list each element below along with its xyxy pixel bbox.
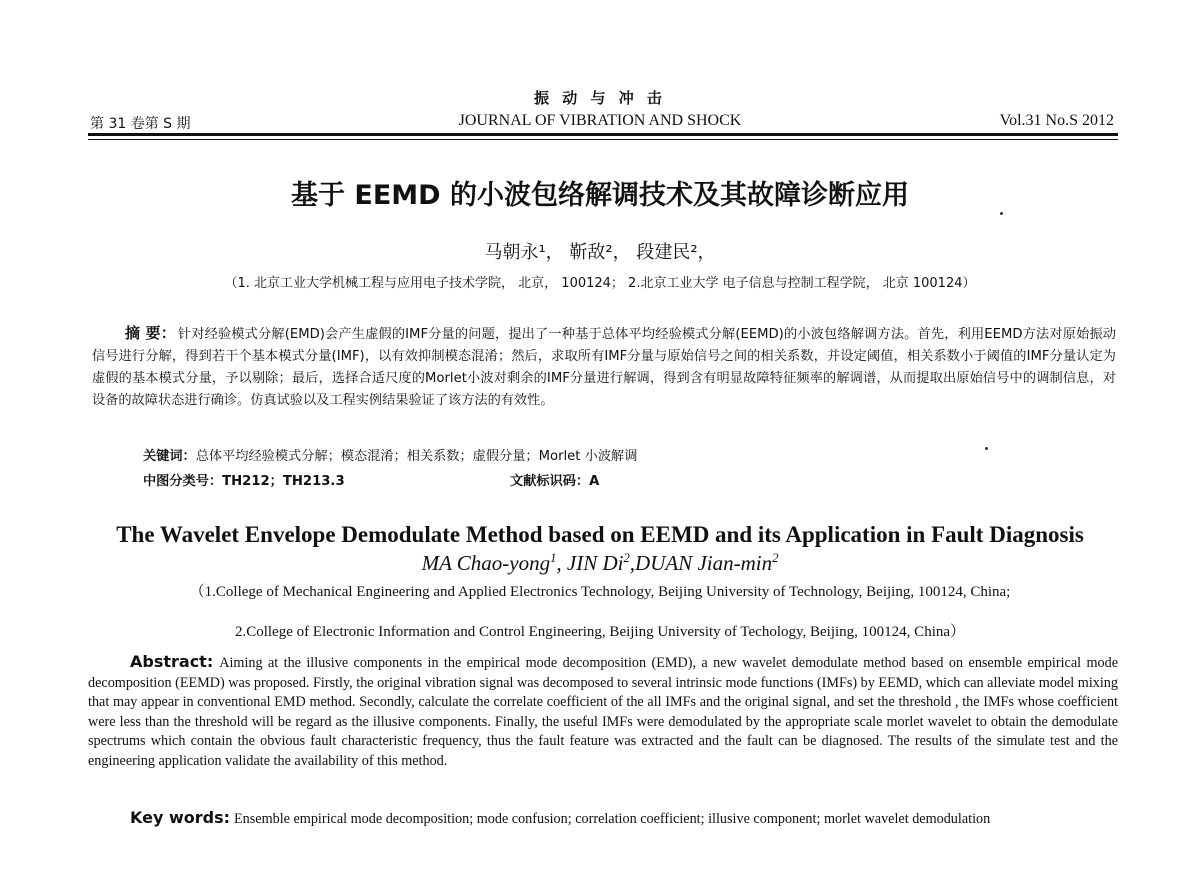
author-3: ,DUAN Jian-min — [629, 551, 773, 575]
volume-en: Vol.31 No.S 2012 — [999, 112, 1114, 129]
author-2-affil: 2 — [623, 551, 630, 565]
authors-en — [0, 551, 1200, 576]
keywords-en — [88, 808, 1118, 830]
scan-speck — [1000, 212, 1003, 215]
keywords-en-text: Ensemble empirical mode decomposition; mode confusion; correlation coefficient; illusive component; morlet wavelet demodulation — [234, 811, 991, 827]
affiliation-cn: （1. 北京工业大学机械工程与应用电子技术学院， 北京， 100124； 2.北京工业大学 电子信息与控制工程学院， 北京 100124） — [224, 276, 976, 291]
header-rule-thick — [88, 133, 1118, 136]
header-rule-thin — [88, 139, 1118, 140]
keywords-cn — [143, 445, 637, 464]
title-en: The Wavelet Envelope Demodulate Method based on EEMD and its Application in Fault Diagnosis — [116, 522, 1084, 547]
classification-number: 中图分类号：TH212；TH213.3 — [143, 474, 345, 489]
keywords-cn-label: 关键词： — [143, 449, 196, 464]
journal-name-en: JOURNAL OF VIBRATION AND SHOCK — [458, 112, 742, 129]
abstract-en-label: Abstract: — [130, 652, 214, 671]
journal-name-cn: 振 动 与 冲 击 — [534, 89, 666, 107]
author-2: , JIN Di — [556, 551, 624, 575]
volume-cn: 第 31 卷第 S 期 — [90, 116, 191, 132]
affiliation-en-1: （1.College of Mechanical Engineering and Applied Electronics Technology, Beijing University of Technology, Beijing, 100124, China; — [189, 584, 1011, 600]
abstract-cn — [92, 322, 1116, 412]
abstract-cn-text: 针对经验模式分解(EMD)会产生虚假的IMF分量的问题，提出了一种基于总体平均经验模式分解(EEMD)的小波包络解调方法。首先，利用EEMD方法对原始振动信号进行分解，得到若干个基本模式分量(IMF)，以有效抑制模态混淆；然后，求取所有IMF分量与原始信号之间的相关系数，并设定阈值，相关系数小于阈值的IMF分量认定为虚假的基本模式分量，予以剔除；最后，选择合适尺度的Morlet小波对剩余的IMF分量进行解调，得到含有明显故障特征频率的解调谱，从而提取出原始信号中的调制信息，对设备的故障状态进行确诊。仿真试验以及工程实例结果验证了该方法的有效性。 — [92, 327, 1116, 408]
author-1-affil: 1 — [550, 551, 557, 565]
abstract-en-text: Aiming at the illusive components in the empirical mode decomposition (EMD), a new wavelet demodulate method based on ensemble empirical mode decomposition (EEMD) was proposed. Firstly, the original vibration signal was decomposed to several intrinsic mode functions (IMFs) by EEMD, which can alleviate model mixing that may appear in conventional EMD method. Secondly, calculate the correlate coefficient of the all IMFs and the original signal, and set the threshold , the IMFs whose coefficient were less than the threshold will be regard as the illusive components. Finally, the useful IMFs were demodulated by the appropriate scale morlet wavelet to obtain the demodulate spectrums which contain the obvious fault characteristic frequency, thus the fault feature was extracted and the fault can be diagnosed. The results of the simulate test and the engineering application validate the availability of this method. — [88, 655, 1118, 769]
author-1: MA Chao-yong — [421, 551, 551, 575]
authors-cn: 马朝永¹， 靳敌²， 段建民²， — [484, 242, 716, 263]
scan-speck — [985, 447, 988, 450]
keywords-en-label: Key words: — [130, 808, 231, 827]
keywords-cn-text: 总体平均经验模式分解；模态混淆；相关系数；虚假分量；Morlet 小波解调 — [195, 449, 638, 464]
document-code: 文献标识码：A — [510, 474, 600, 489]
abstract-en — [88, 652, 1118, 771]
abstract-cn-label: 摘 要： — [125, 324, 176, 342]
author-3-affil: 2 — [772, 551, 779, 565]
title-cn: 基于 EEMD 的小波包络解调技术及其故障诊断应用 — [291, 180, 909, 211]
affiliation-en-2: 2.College of Electronic Information and Control Engineering, Beijing University of Techology, Beijing, 100124, China） — [234, 624, 966, 640]
